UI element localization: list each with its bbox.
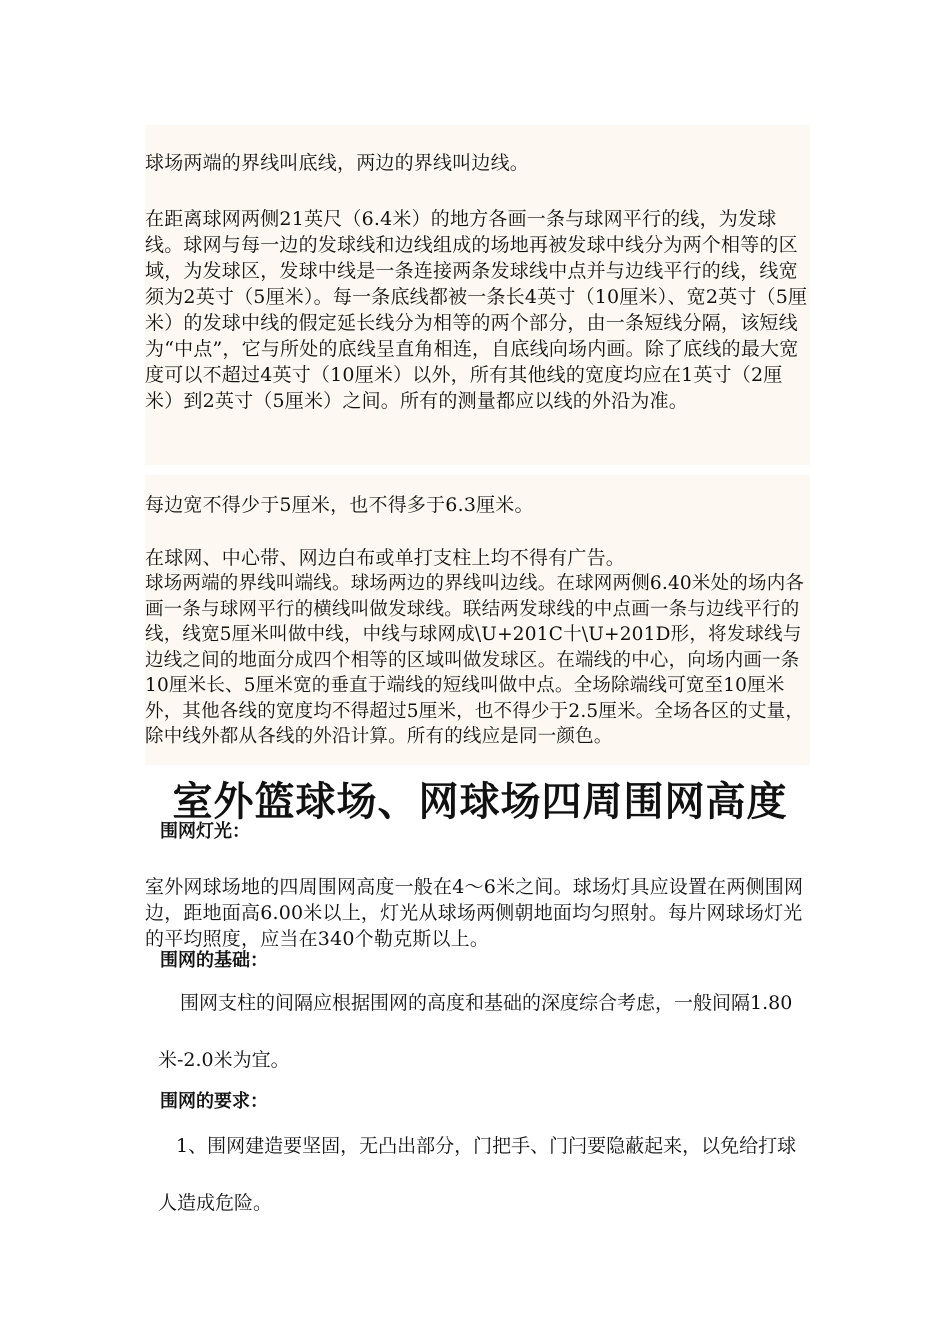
paragraph-court-lines: 球场两端的界线叫端线。球场两边的界线叫边线。在球网两侧6.40米处的场内各画一条与球网平行的横线叫做发球线。联结两发球线的中点画一条与边线平行的线，线宽5厘米叫做中线，中线与球网成\U+201C十\U+201D形，将发球线与边线之间的地面分成四个相等的区域叫做发球区。在端线的中心，向场内画一条10厘米长、5厘米宽的垂直于端线的短线叫做中点。全场除端线可宽至10厘米外，其他各线的宽度均不得超过5厘米，也不得少于2.5厘米。全场各区的丈量，除中线外都从各线的外沿计算。所有的线应是同一颜色。 [145,573,805,747]
paragraph-baseline: 球场两端的界线叫底线，两边的界线叫边线。 [145,152,530,174]
heading-requirements: 围网的要求： [160,1091,268,1112]
paragraph-advertising: 在球网、中心带、网边白布或单打支柱上均不得有广告。 [145,547,626,569]
paragraph-lighting: 室外网球场地的四周围网高度一般在4～6米之间。球场灯具应设置在两侧围网边，距地面高6.00米以上，灯光从球场两侧朝地面均匀照射。每片网球场灯光的平均照度，应当在340个勒克斯以上。 [145,876,804,950]
heading-foundation: 围网的基础： [160,950,268,971]
paragraph-foundation: 围网支柱的间隔应根据围网的高度和基础的深度综合考虑，一般间隔1.80米-2.0米为宜。 [158,992,793,1071]
paragraph-width-limit: 每边宽不得少于5厘米，也不得多于6.3厘米。 [145,494,534,516]
heading-lighting: 围网灯光： [160,821,250,842]
paragraph-service-line: 在距离球网两侧21英尺（6.4米）的地方各画一条与球网平行的线，为发球线。球网与每一边的发球线和边线组成的场地再被发球中线分为两个相等的区域，为发球区，发球中线是一条连接两条发球线中点并与边线平行的线，线宽须为2英寸（5厘米）。每一条底线都被一条长4英寸（10厘米）、宽2英寸（5厘米）的发球中线的假定延长线分为相等的两个部分，由一条短线分隔，该短线为“中点”，它与所处的底线呈直角相连，自底线向场内画。除了底线的最大宽度可以不超过4英寸（10厘米）以外，所有其他线的宽度均应在1英寸（2厘米）到2英寸（5厘米）之间。所有的测量都应以线的外沿为准。 [145,208,808,412]
paragraph-requirements: 1、围网建造要坚固，无凸出部分，门把手、门闩要隐蔽起来，以免给打球人造成危险。 [158,1135,797,1214]
page-title: 室外篮球场、网球场四周围网高度 [172,778,788,825]
